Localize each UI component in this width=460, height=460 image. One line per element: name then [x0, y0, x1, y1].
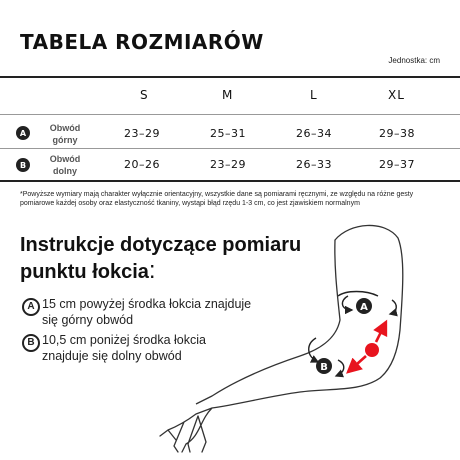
cell-lower-m: 23–29 [210, 158, 246, 171]
instruction-a-line2: się górny obwód [42, 313, 134, 327]
row-label-upper-line1: Obwód [49, 123, 81, 133]
cell-upper-m: 25–31 [210, 127, 246, 140]
page-title: TABELA ROZMIARÓW [20, 30, 264, 54]
cell-upper-l: 26–34 [296, 127, 332, 140]
instructions-heading [20, 232, 340, 285]
cell-upper-xl: 29–38 [379, 127, 415, 140]
size-header-s: S [140, 88, 149, 102]
heading-line1: Instrukcje dotyczące pomiaru [20, 234, 302, 256]
measure-arrow-up [376, 322, 386, 342]
instruction-b-line2: znajduje się dolny obwód [42, 349, 182, 363]
row-label-lower-line2: dolny [53, 166, 77, 176]
size-header-xl: XL [388, 88, 405, 102]
instruction-b-text [42, 332, 372, 364]
row-label-upper-line2: górny [52, 135, 78, 145]
instruction-b-line1: 10,5 cm poniżej środka łokcia [42, 333, 206, 347]
cell-lower-l: 26–33 [296, 158, 332, 171]
marker-b-text: B [320, 362, 328, 373]
cell-lower-xl: 29–37 [379, 158, 415, 171]
instruction-badge-b: B [22, 334, 40, 352]
cell-upper-s: 23–29 [124, 127, 160, 140]
size-header-l: L [310, 88, 318, 102]
instruction-a-line1: 15 cm powyżej środka łokcia znajduje [42, 297, 252, 311]
heading-line2 [20, 258, 340, 285]
disclaimer-note: *Powyższe wymiary mają charakter wyłącznie orientacyjny, wszystkie dane są pomiarami ręcznymi, ze względu na różne gesty pomiarowe każdej osoby oraz elastyczność tkaniny, wystąpi błąd rzędu 1-3 cm, co jest zjawiskiem normalnym [20, 191, 414, 207]
row-label-lower-line1: Obwód [49, 154, 81, 164]
circumference-a-arrow-back [390, 300, 396, 314]
row-badge-b: B [16, 158, 30, 172]
row-badge-a: A [16, 126, 30, 140]
unit-label: Jednostka: cm [388, 56, 440, 65]
instruction-badge-a: A [22, 298, 40, 316]
size-header-m: M [222, 88, 234, 102]
heading-colon: : [148, 257, 156, 284]
cell-lower-s: 20–26 [124, 158, 160, 171]
marker-a-text: A [360, 302, 368, 313]
heading-line2-text: punktu łokcia [20, 261, 149, 283]
instruction-a-text [42, 296, 372, 328]
